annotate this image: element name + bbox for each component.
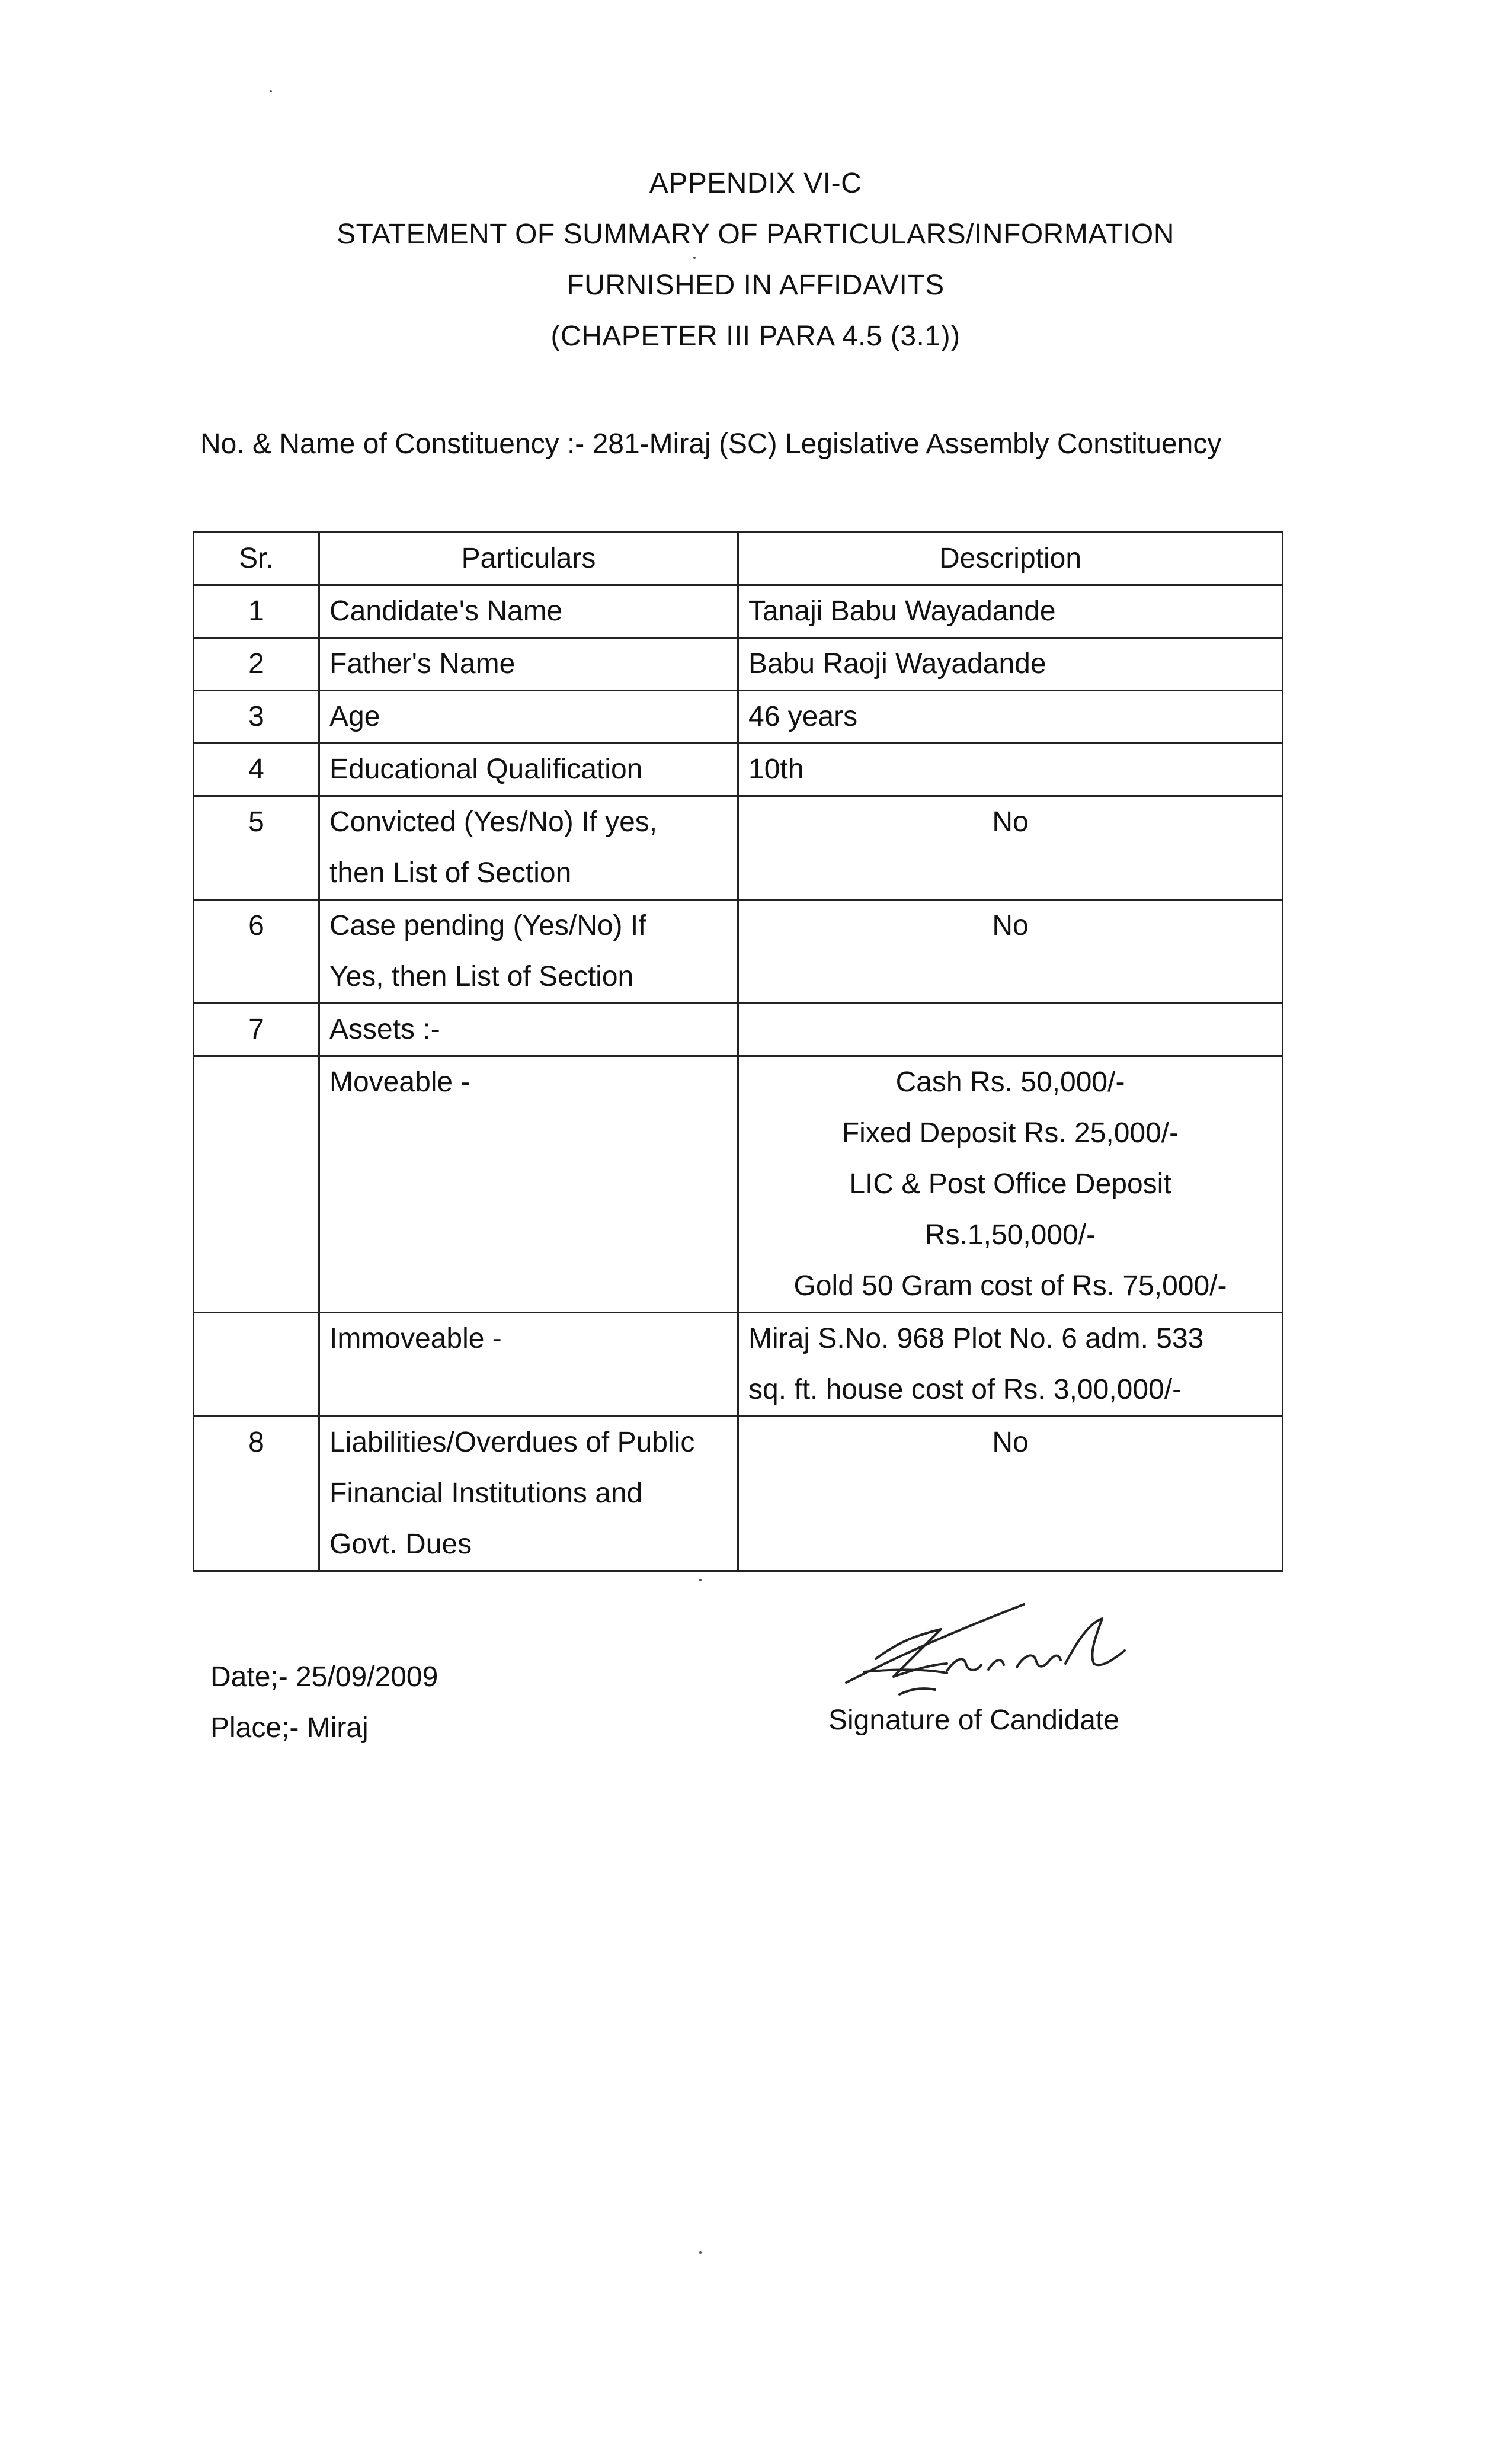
scan-speck xyxy=(699,2251,702,2254)
description-line: sq. ft. house cost of Rs. 3,00,000/- xyxy=(748,1374,1182,1405)
particulars-line: Yes, then List of Section xyxy=(329,961,634,992)
description-line: Rs.1,50,000/- xyxy=(924,1219,1096,1251)
description-line: 46 years xyxy=(748,701,858,732)
particulars-line: Case pending (Yes/No) If xyxy=(329,910,646,941)
table-row xyxy=(194,1056,1283,1313)
row-description xyxy=(738,1056,1283,1313)
row-sr: 8 xyxy=(194,1417,319,1571)
particulars-line: then List of Section xyxy=(329,857,572,889)
table-row xyxy=(194,691,1283,744)
date-place-block xyxy=(210,1652,438,1754)
row-description xyxy=(738,585,1283,638)
description-line: No xyxy=(992,806,1029,838)
row-sr: 6 xyxy=(194,900,319,1004)
table-row xyxy=(194,796,1283,900)
row-sr: 2 xyxy=(194,638,319,691)
row-particulars xyxy=(319,900,738,1004)
constituency-line: No. & Name of Constituency :- 281-Miraj (SC) Legislative Assembly Constituency xyxy=(200,428,1222,460)
description-line: Babu Raoji Wayadande xyxy=(748,648,1046,680)
row-description xyxy=(738,900,1283,1004)
particulars-line: Immoveable - xyxy=(329,1323,502,1354)
table-row xyxy=(194,638,1283,691)
particulars-line: Govt. Dues xyxy=(329,1529,472,1560)
place-text: Place;- Miraj xyxy=(210,1712,369,1744)
document-title-line-3: (CHAPETER III PARA 4.5 (3.1)) xyxy=(550,321,961,352)
row-particulars xyxy=(319,1004,738,1056)
description-line: Tanaji Babu Wayadande xyxy=(748,595,1056,627)
row-sr: 1 xyxy=(194,585,319,638)
description-line: Cash Rs. 50,000/- xyxy=(895,1066,1125,1098)
signature-block xyxy=(828,1594,1160,1748)
description-line: No xyxy=(992,910,1029,941)
table-row xyxy=(194,900,1283,1004)
signature-label: Signature of Candidate xyxy=(828,1704,1120,1736)
table-row xyxy=(194,1313,1283,1417)
row-sr: 7 xyxy=(194,1004,319,1056)
scan-speck xyxy=(699,1579,702,1581)
row-sr xyxy=(194,1313,319,1417)
row-particulars xyxy=(319,1056,738,1313)
row-particulars xyxy=(319,638,738,691)
appendix-label: APPENDIX VI-C xyxy=(649,168,862,199)
handwritten-signature xyxy=(828,1594,1160,1706)
row-particulars xyxy=(319,1313,738,1417)
row-sr: 3 xyxy=(194,691,319,744)
row-sr: 4 xyxy=(194,744,319,796)
scan-speck xyxy=(693,257,696,259)
row-particulars xyxy=(319,691,738,744)
row-particulars xyxy=(319,744,738,796)
description-line: No xyxy=(992,1427,1029,1458)
scan-speck xyxy=(270,90,272,92)
row-particulars xyxy=(319,1417,738,1571)
summary-table xyxy=(193,531,1283,1572)
row-description xyxy=(738,1313,1283,1417)
header-particulars: Particulars xyxy=(319,533,738,585)
summary-table-body xyxy=(194,533,1283,1571)
table-row xyxy=(194,1417,1283,1571)
row-particulars xyxy=(319,796,738,900)
document-title-line-1: STATEMENT OF SUMMARY OF PARTICULARS/INFORMATION xyxy=(337,219,1174,250)
row-sr: 5 xyxy=(194,796,319,900)
date-text: Date;- 25/09/2009 xyxy=(210,1661,438,1693)
particulars-line: Financial Institutions and xyxy=(329,1478,643,1509)
particulars-line: Educational Qualification xyxy=(329,754,643,785)
particulars-line: Moveable - xyxy=(329,1066,470,1098)
particulars-line: Liabilities/Overdues of Public xyxy=(329,1427,695,1458)
particulars-line: Age xyxy=(329,701,380,732)
row-description xyxy=(738,1004,1283,1056)
row-particulars xyxy=(319,585,738,638)
particulars-line: Father's Name xyxy=(329,648,516,680)
row-description xyxy=(738,744,1283,796)
description-line: Fixed Deposit Rs. 25,000/- xyxy=(841,1117,1179,1149)
description-line: 10th xyxy=(748,754,804,785)
description-line: Miraj S.No. 968 Plot No. 6 adm. 533 xyxy=(748,1323,1204,1354)
header-sr: Sr. xyxy=(194,533,319,585)
particulars-line: Candidate's Name xyxy=(329,595,563,627)
table-row xyxy=(194,1004,1283,1056)
row-description xyxy=(738,796,1283,900)
description-line: LIC & Post Office Deposit xyxy=(849,1168,1171,1200)
header-description: Description xyxy=(738,533,1283,585)
particulars-line: Convicted (Yes/No) If yes, xyxy=(329,806,658,838)
table-header-row xyxy=(194,533,1283,585)
table-row xyxy=(194,744,1283,796)
table-row xyxy=(194,585,1283,638)
document-title-line-2: FURNISHED IN AFFIDAVITS xyxy=(566,270,945,301)
row-description xyxy=(738,691,1283,744)
particulars-line: Assets :- xyxy=(329,1014,440,1045)
row-sr xyxy=(194,1056,319,1313)
description-line: Gold 50 Gram cost of Rs. 75,000/- xyxy=(793,1270,1227,1302)
row-description xyxy=(738,1417,1283,1571)
row-description xyxy=(738,638,1283,691)
